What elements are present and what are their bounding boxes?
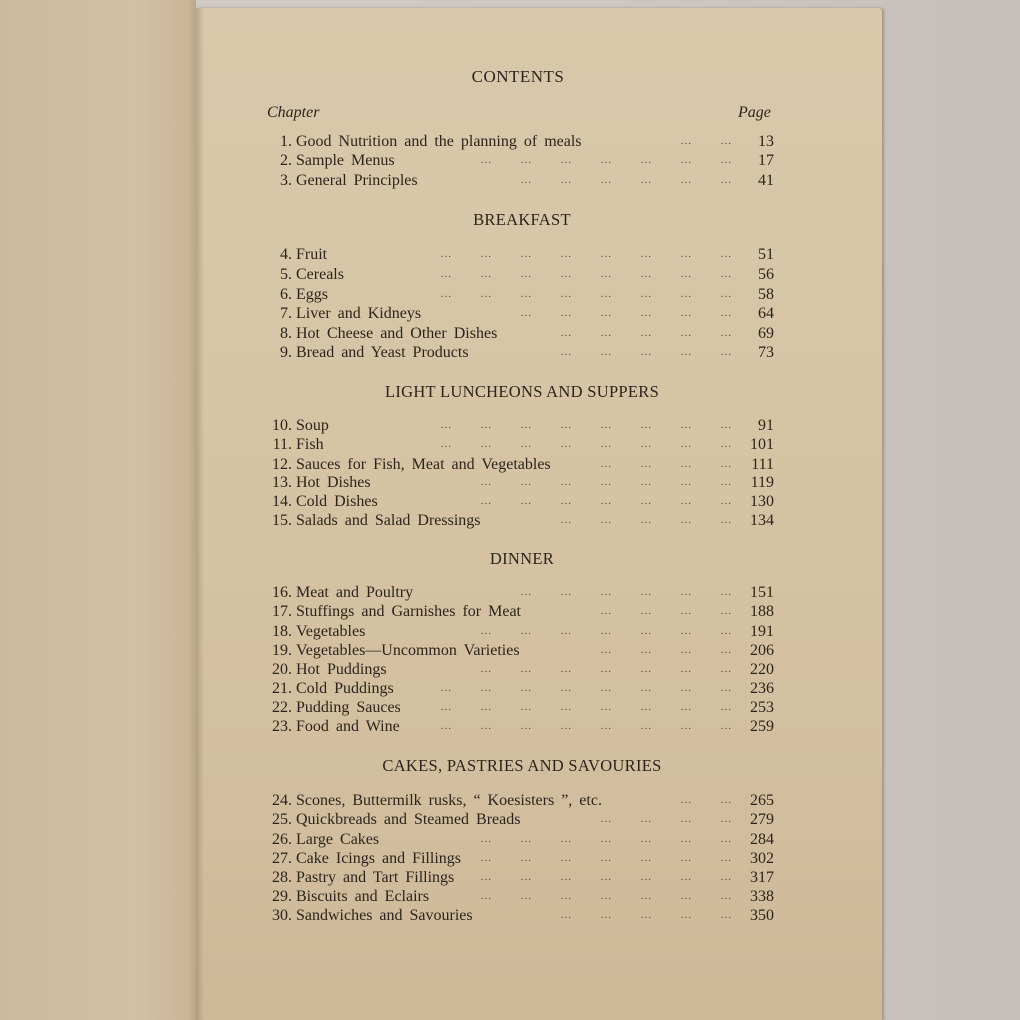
chapter-number: 20.	[272, 661, 292, 678]
toc-entry	[272, 171, 774, 190]
dot-leader: ... ... ... ... ... ... ... ...	[440, 288, 732, 300]
dot-leader: ... ... ... ... ... ... ...	[480, 663, 732, 675]
dot-leader: ... ... ... ... ...	[560, 327, 732, 339]
dot-leader: ... ... ... ...	[600, 813, 732, 825]
page-number: 91	[758, 417, 774, 434]
page-number: 69	[758, 325, 774, 342]
chapter-number: 11.	[272, 436, 292, 453]
section-heading: BREAKFAST	[473, 210, 571, 229]
toc-entry	[272, 245, 774, 264]
chapter-number: 25.	[272, 811, 292, 828]
chapter-number: 24.	[272, 792, 292, 809]
chapter-number: 19.	[272, 642, 292, 659]
page-number: 338	[750, 888, 774, 905]
contents-page	[196, 8, 882, 1020]
toc-entry	[272, 660, 774, 679]
dot-leader: ... ... ... ... ... ...	[520, 586, 732, 598]
chapter-number: 5.	[280, 266, 292, 283]
chapter-title: Fruit	[296, 246, 328, 263]
dot-leader: ... ... ... ... ... ...	[520, 174, 732, 186]
toc-entry	[272, 511, 774, 530]
toc-entry	[272, 473, 774, 492]
dot-leader: ... ... ... ... ... ... ... ...	[440, 248, 732, 260]
toc-entry	[272, 622, 774, 641]
page-number: 13	[758, 133, 774, 150]
toc-entry	[272, 868, 774, 887]
section-heading: CAKES, PASTRIES AND SAVOURIES	[382, 756, 662, 775]
dot-leader: ... ... ... ...	[600, 644, 732, 656]
page-number: 206	[750, 642, 774, 659]
chapter-title: Eggs	[296, 286, 328, 303]
toc-entry	[272, 887, 774, 906]
toc-entry	[272, 602, 774, 621]
chapter-number: 9.	[280, 344, 292, 361]
chapter-number: 22.	[272, 699, 292, 716]
dot-leader: ... ... ... ... ... ... ...	[480, 871, 732, 883]
chapter-column-header: Chapter	[267, 104, 320, 121]
chapter-number: 17.	[272, 603, 292, 620]
page-title: CONTENTS	[471, 67, 565, 86]
left-page	[0, 0, 196, 1020]
page-number: 51	[758, 246, 774, 263]
chapter-number: 26.	[272, 831, 292, 848]
chapter-title: Sandwiches and Savouries	[296, 907, 473, 924]
page-number: 279	[750, 811, 774, 828]
chapter-title: Cereals	[296, 266, 344, 283]
toc-entry	[272, 343, 774, 362]
page-number: 253	[750, 699, 774, 716]
toc-entry	[272, 583, 774, 602]
toc-entry	[272, 151, 774, 170]
page-number: 220	[750, 661, 774, 678]
chapter-title: Food and Wine	[296, 718, 400, 735]
page-number: 191	[750, 623, 774, 640]
chapter-title: Salads and Salad Dressings	[296, 512, 481, 529]
chapter-title: Bread and Yeast Products	[296, 344, 469, 361]
chapter-number: 1.	[280, 133, 292, 150]
dot-leader: ... ... ... ... ... ... ...	[480, 625, 732, 637]
toc-entry	[272, 698, 774, 717]
chapter-title: Biscuits and Eclairs	[296, 888, 430, 905]
toc-entry	[272, 906, 774, 925]
toc-entry	[272, 324, 774, 343]
table-of-contents	[196, 8, 882, 1020]
dot-leader: ... ...	[680, 794, 732, 806]
page-number: 41	[758, 172, 774, 189]
chapter-title: Pastry and Tart Fillings	[296, 869, 455, 886]
page-number: 265	[750, 792, 774, 809]
chapter-title: Soup	[296, 417, 329, 434]
page-number: 284	[750, 831, 774, 848]
page-number: 17	[758, 152, 774, 169]
chapter-title: Sauces for Fish, Meat and Vegetables	[296, 456, 551, 473]
dot-leader: ... ... ... ... ... ... ...	[480, 476, 732, 488]
dot-leader: ... ... ... ... ... ... ... ...	[440, 682, 732, 694]
page-number: 317	[750, 869, 774, 886]
page-number: 64	[758, 305, 774, 322]
chapter-title: Fish	[296, 436, 324, 453]
chapter-title: Cold Puddings	[296, 680, 394, 697]
chapter-title: General Principles	[296, 172, 418, 189]
dot-leader: ... ... ... ... ...	[560, 514, 732, 526]
chapter-number: 3.	[280, 172, 292, 189]
page-number: 259	[750, 718, 774, 735]
dot-leader: ... ...	[680, 135, 732, 147]
page-number: 119	[750, 474, 774, 491]
dot-leader: ... ... ... ... ... ... ... ...	[440, 438, 732, 450]
chapter-number: 29.	[272, 888, 292, 905]
dot-leader: ... ... ... ... ... ... ...	[480, 890, 732, 902]
chapter-title: Good Nutrition and the planning of meals	[296, 133, 582, 150]
chapter-title: Scones, Buttermilk rusks, “ Koesisters ”, etc.	[296, 792, 602, 809]
chapter-number: 15.	[272, 512, 292, 529]
section-heading: LIGHT LUNCHEONS AND SUPPERS	[384, 382, 660, 401]
toc-entry	[272, 849, 774, 868]
dot-leader: ... ... ... ... ... ... ... ...	[440, 720, 732, 732]
page-number: 101	[750, 436, 774, 453]
chapter-title: Stuffings and Garnishes for Meat	[296, 603, 521, 620]
dot-leader: ... ... ... ... ... ... ... ...	[440, 701, 732, 713]
section-heading: DINNER	[489, 549, 555, 568]
chapter-number: 10.	[272, 417, 292, 434]
toc-entry	[272, 416, 774, 435]
chapter-number: 18.	[272, 623, 292, 640]
chapter-number: 6.	[280, 286, 292, 303]
chapter-title: Hot Cheese and Other Dishes	[296, 325, 498, 342]
toc-entry	[272, 679, 774, 698]
toc-entry	[272, 435, 774, 454]
chapter-number: 30.	[272, 907, 292, 924]
dot-leader: ... ... ... ... ... ... ...	[480, 154, 732, 166]
dot-leader: ... ... ... ... ... ... ...	[480, 852, 732, 864]
dot-leader: ... ... ... ... ... ... ... ...	[440, 268, 732, 280]
page-number: 56	[758, 266, 774, 283]
toc-entry	[272, 717, 774, 736]
toc-entry	[272, 265, 774, 284]
chapter-number: 14.	[272, 493, 292, 510]
chapter-title: Sample Menus	[296, 152, 395, 169]
page-number: 134	[750, 512, 774, 529]
toc-entry	[272, 830, 774, 849]
chapter-number: 2.	[280, 152, 292, 169]
chapter-number: 4.	[280, 246, 292, 263]
chapter-title: Hot Dishes	[296, 474, 371, 491]
page-number: 302	[750, 850, 774, 867]
page-number: 236	[750, 680, 774, 697]
dot-leader: ... ... ... ... ...	[560, 909, 732, 921]
dot-leader: ... ... ... ... ... ... ...	[480, 833, 732, 845]
toc-entry	[272, 810, 774, 829]
chapter-title: Vegetables—Uncommon Varieties	[296, 642, 520, 659]
toc-entry	[272, 455, 774, 474]
chapter-title: Cold Dishes	[296, 493, 378, 510]
chapter-title: Large Cakes	[296, 831, 380, 848]
toc-entry	[272, 132, 774, 151]
page-number: 58	[758, 286, 774, 303]
chapter-number: 7.	[280, 305, 292, 322]
chapter-title: Quickbreads and Steamed Breads	[296, 811, 521, 828]
dot-leader: ... ... ... ... ...	[560, 346, 732, 358]
chapter-number: 16.	[272, 584, 292, 601]
chapter-number: 21.	[272, 680, 292, 697]
toc-entry	[272, 492, 774, 511]
page-number: 350	[750, 907, 774, 924]
chapter-number: 28.	[272, 869, 292, 886]
dot-leader: ... ... ... ... ... ... ... ...	[440, 419, 732, 431]
chapter-number: 13.	[272, 474, 292, 491]
chapter-title: Cake Icings and Fillings	[296, 850, 461, 867]
chapter-title: Pudding Sauces	[296, 699, 401, 716]
page-number: 188	[750, 603, 774, 620]
chapter-number: 27.	[272, 850, 292, 867]
toc-entry	[272, 641, 774, 660]
dot-leader: ... ... ... ...	[600, 458, 732, 470]
toc-entry	[272, 304, 774, 323]
page-number: 151	[750, 584, 774, 601]
page-number: 73	[758, 344, 774, 361]
chapter-number: 12.	[272, 456, 292, 473]
dot-leader: ... ... ... ...	[600, 605, 732, 617]
page-number: 130	[750, 493, 774, 510]
chapter-number: 8.	[280, 325, 292, 342]
chapter-number: 23.	[272, 718, 292, 735]
chapter-title: Vegetables	[296, 623, 366, 640]
chapter-title: Liver and Kidneys	[296, 305, 422, 322]
chapter-title: Hot Puddings	[296, 661, 387, 678]
page-column-header: Page	[738, 104, 771, 121]
toc-entry	[272, 791, 774, 810]
page-number: 111	[751, 456, 774, 473]
dot-leader: ... ... ... ... ... ...	[520, 307, 732, 319]
chapter-title: Meat and Poultry	[296, 584, 414, 601]
toc-entry	[272, 285, 774, 304]
dot-leader: ... ... ... ... ... ... ...	[480, 495, 732, 507]
